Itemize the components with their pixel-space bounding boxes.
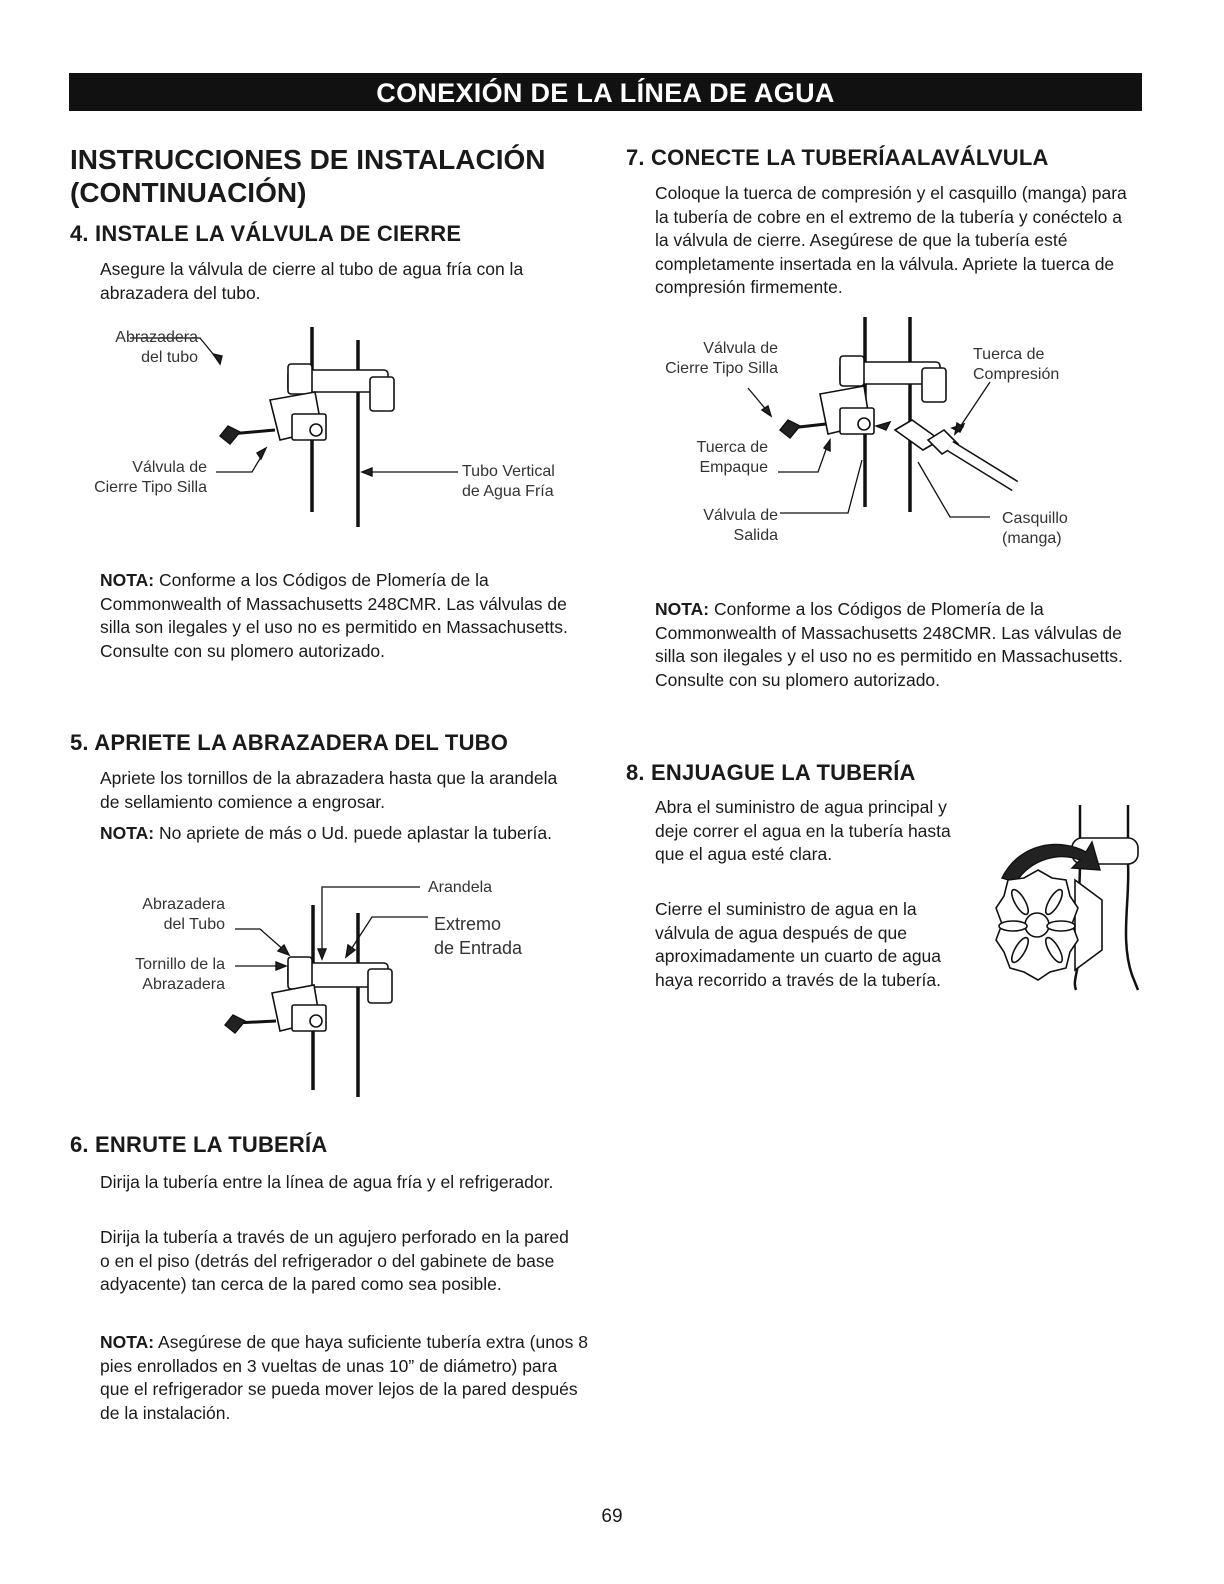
- section-banner: CONEXIÓN DE LA LÍNEA DE AGUA: [69, 73, 1142, 111]
- step5-diagram: [100, 875, 560, 1105]
- label-packing-nut-line-2: Empaque: [699, 459, 768, 476]
- step6-note-label: NOTA:: [100, 1332, 155, 1352]
- label-inlet-end-line-1: Extremo: [434, 914, 502, 934]
- step8-paragraph-2: Cierre el suministro de agua en la válvula de agua después de que aproximadamente un cuarto de agua haya recorrido a través de la tubería.: [655, 899, 942, 990]
- step4-heading: 4. INSTALE LA VÁLVULA DE CIERRE: [70, 221, 462, 246]
- main-title-line-2: (CONTINUACIÓN): [70, 177, 307, 208]
- label-saddle-valve-2: [640, 339, 778, 379]
- label-clamp-line-1: Abrazadera: [115, 329, 198, 346]
- label-saddle-valve-2-line-1: Válvula de: [703, 340, 778, 357]
- step6-note: [100, 1331, 590, 1425]
- step6-paragraph-2: Dirija la tubería a través de un agujero perforado en la pared o en el piso (detrás del refrigerador o del gabinete de base adyacente) tan cerca de la pared como sea posible.: [100, 1227, 569, 1294]
- label-pipe-clamp-line-2: del Tubo: [163, 916, 225, 933]
- label-clamp-line-2: del tubo: [141, 349, 198, 366]
- step7-note-text: Conforme a los Códigos de Plomería de la Commonwealth of Massachusetts 248CMR. Las válvulas de silla son ilegales y el uso no es permitido en Massachusetts. Consulte con su plomero autorizado.: [655, 599, 1123, 690]
- label-saddle-valve: [70, 458, 207, 498]
- step6-paragraph-1: Dirija la tubería entre la línea de agua fría y el refrigerador.: [100, 1172, 554, 1192]
- label-washer: Arandela: [428, 879, 493, 896]
- label-saddle-valve-line-2: Cierre Tipo Silla: [94, 479, 207, 496]
- label-saddle-valve-line-1: Válvula de: [132, 459, 207, 476]
- step8-paragraph-1: Abra el suministro de agua principal y deje correr el agua en la tubería hasta que el agua esté clara.: [655, 797, 951, 864]
- step5-note-text: No apriete de más o Ud. puede aplastar la tubería.: [158, 823, 552, 843]
- main-title-line-1: INSTRUCCIONES DE INSTALACIÓN: [70, 144, 546, 175]
- label-sleeve-line-2: (manga): [1002, 530, 1062, 547]
- label-compression-nut-line-2: Compresión: [973, 366, 1060, 383]
- step5-heading: 5. APRIETE LA ABRAZADERA DEL TUBO: [70, 730, 509, 755]
- step7-note: [655, 598, 1125, 692]
- step6-heading: 6. ENRUTE LA TUBERÍA: [70, 1132, 328, 1157]
- step7-diagram: [640, 312, 1140, 557]
- step5-note: [100, 822, 570, 846]
- label-compression-nut: [973, 345, 1059, 385]
- label-packing-nut-line-1: Tuerca de: [696, 439, 768, 456]
- step4-note: [100, 569, 570, 663]
- label-outlet-valve-line-2: Salida: [733, 527, 778, 544]
- label-sleeve: [1002, 509, 1068, 549]
- label-compression-nut-line-1: Tuerca de: [973, 346, 1045, 363]
- label-outlet-valve-line-1: Válvula de: [703, 507, 778, 524]
- label-inlet-end-line-2: de Entrada: [434, 938, 523, 958]
- label-clamp-screw-line-2: Abrazadera: [142, 976, 225, 993]
- step8-heading: 8. ENJUAGUE LA TUBERÍA: [626, 760, 916, 785]
- water-valve-knob-illustration: [980, 800, 1145, 995]
- label-saddle-valve-2-line-2: Cierre Tipo Silla: [665, 360, 778, 377]
- label-vertical-pipe-line-1: Tubo Vertical: [462, 463, 555, 480]
- label-pipe-clamp-line-1: Abrazadera: [142, 896, 225, 913]
- label-vertical-pipe-line-2: de Agua Fría: [462, 483, 554, 500]
- step8-diagram: [980, 800, 1145, 995]
- step4-note-text: Conforme a los Códigos de Plomería de la Commonwealth of Massachusetts 248CMR. Las válvulas de silla son ilegales y el uso no es permitido en Massachusetts. Consulte con su plomero autorizado.: [100, 570, 568, 661]
- step5-body: Apriete los tornillos de la abrazadera hasta que la arandela de sellamiento comience a engrosar.: [100, 768, 558, 812]
- step5-note-label: NOTA:: [100, 823, 155, 843]
- label-sleeve-line-1: Casquillo: [1002, 510, 1068, 527]
- step7-heading: 7. CONECTE LA TUBERÍAALAVÁLVULA: [626, 145, 1049, 170]
- label-clamp: [90, 328, 198, 368]
- step4-body: Asegure la válvula de cierre al tubo de agua fría con la abrazadera del tubo.: [100, 259, 524, 303]
- step7-note-label: NOTA:: [655, 599, 710, 619]
- page-number: 69: [601, 1506, 623, 1527]
- label-inlet-end: [434, 912, 522, 960]
- label-pipe-clamp: [100, 895, 225, 935]
- step4-diagram: [70, 322, 590, 532]
- label-outlet-valve: [640, 506, 778, 546]
- step6-note-text: Asegúrese de que haya suficiente tubería extra (unos 8 pies enrollados en 3 vueltas de unas 10” de diámetro) para que el refrigerador se pueda mover lejos de la pared después de la instalación.: [100, 1332, 589, 1423]
- label-clamp-screw: [100, 955, 225, 995]
- main-title: [70, 143, 590, 209]
- step7-body: Coloque la tuerca de compresión y el casquillo (manga) para la tubería de cobre en el extremo de la tubería y conéctelo a la válvula de cierre. Asegúrese de que la tubería esté completamente insertada en la válvula. Apriete la tuerca de compresión firmemente.: [655, 183, 1127, 297]
- label-clamp-screw-line-1: Tornillo de la: [135, 956, 225, 973]
- step4-note-label: NOTA:: [100, 570, 155, 590]
- label-packing-nut: [640, 438, 768, 478]
- label-vertical-pipe: [462, 462, 592, 502]
